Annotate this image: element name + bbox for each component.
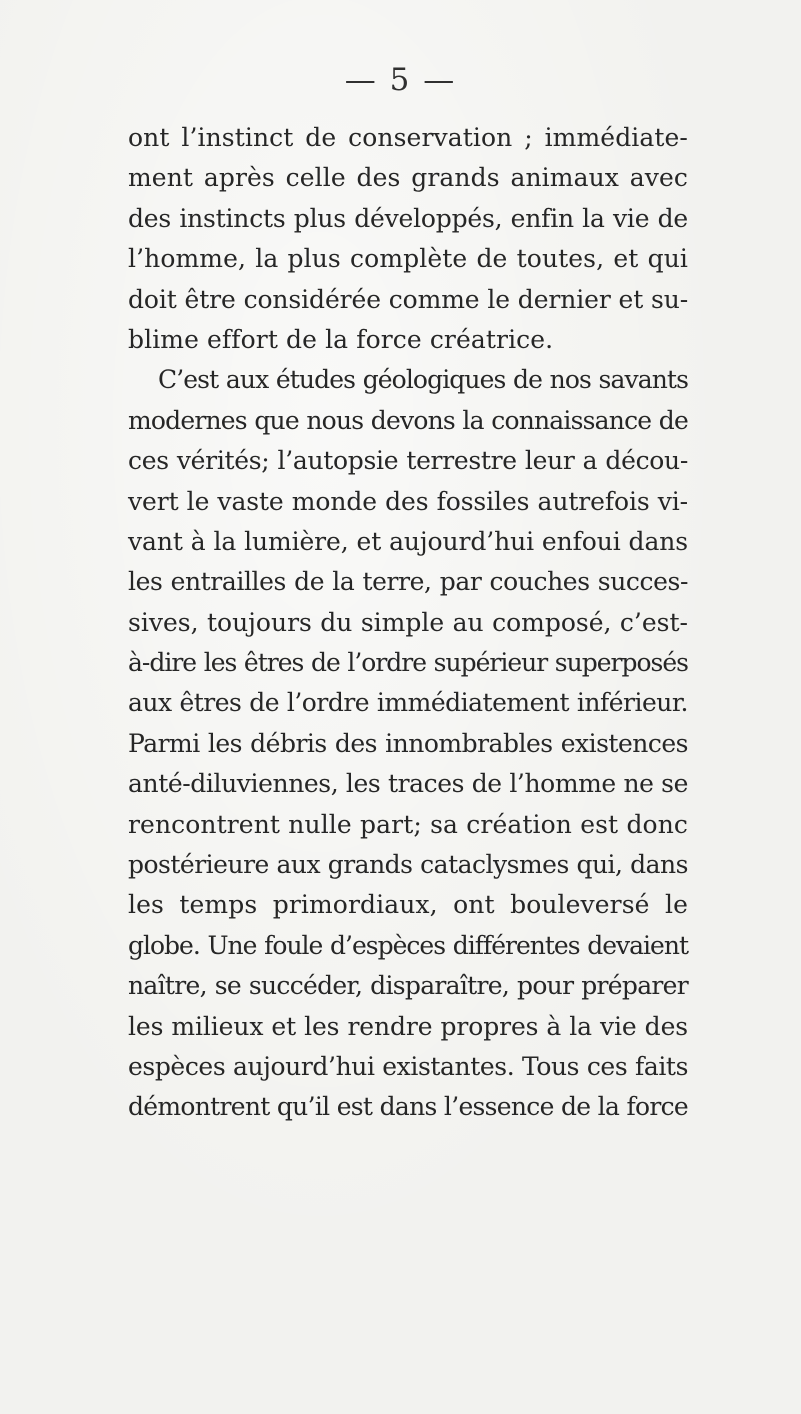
text-line: les milieux et les rendre propres à la vie des [128,1011,688,1041]
text-line: naître, se succéder, disparaître, pour préparer [128,971,688,1001]
text-line: Parmi les débris des innombrables existences [128,728,688,758]
text-line: les temps primordiaux, ont bouleversé le [128,890,688,920]
text-line: à-dire les êtres de l’ordre supérieur superposés [128,648,688,678]
text-line: rencontrent nulle part; sa création est donc [128,809,688,839]
text-line: doit être considérée comme le dernier et su- [128,284,689,314]
text-line: l’homme, la plus complète de toutes, et qui [128,244,688,274]
text-line: espèces aujourd’hui existantes. Tous ces faits [128,1051,688,1081]
text-line: anté-diluviennes, les traces de l’homme ne se [128,769,688,799]
text-line: ment après celle des grands animaux avec [128,163,688,193]
text-line: vert le vaste monde des fossiles autrefois vi- [128,486,688,516]
text-line: globe. Une foule d’espèces différentes devaient [128,930,688,960]
text-line: sives, toujours du simple au composé, c’est- [128,607,688,637]
text-line: postérieure aux grands cataclysmes qui, dans [128,850,688,880]
text-line: les entrailles de la terre, par couches succes- [128,567,688,597]
text-line: ont l’instinct de conservation ; immédiate- [128,123,688,152]
text-line: démontrent qu’il est dans l’essence de la force [128,1092,688,1122]
text-line: aux êtres de l’ordre immédiatement inférieur. [128,688,688,718]
text-line: ces vérités; l’autopsie terrestre leur a décou- [128,446,688,476]
text-line: modernes que nous devons la connaissance de [128,405,688,435]
text-line: vant à la lumière, et aujourd’hui enfoui dans [128,526,688,556]
page-number: — 5 — [344,62,457,98]
text-line: des instincts plus développés, enfin la vie de [128,203,688,233]
text-line: blime effort de la force créatrice. [128,324,554,354]
body-text [128,118,688,1128]
text-line: C’est aux études géologiques de nos savants [158,365,688,395]
